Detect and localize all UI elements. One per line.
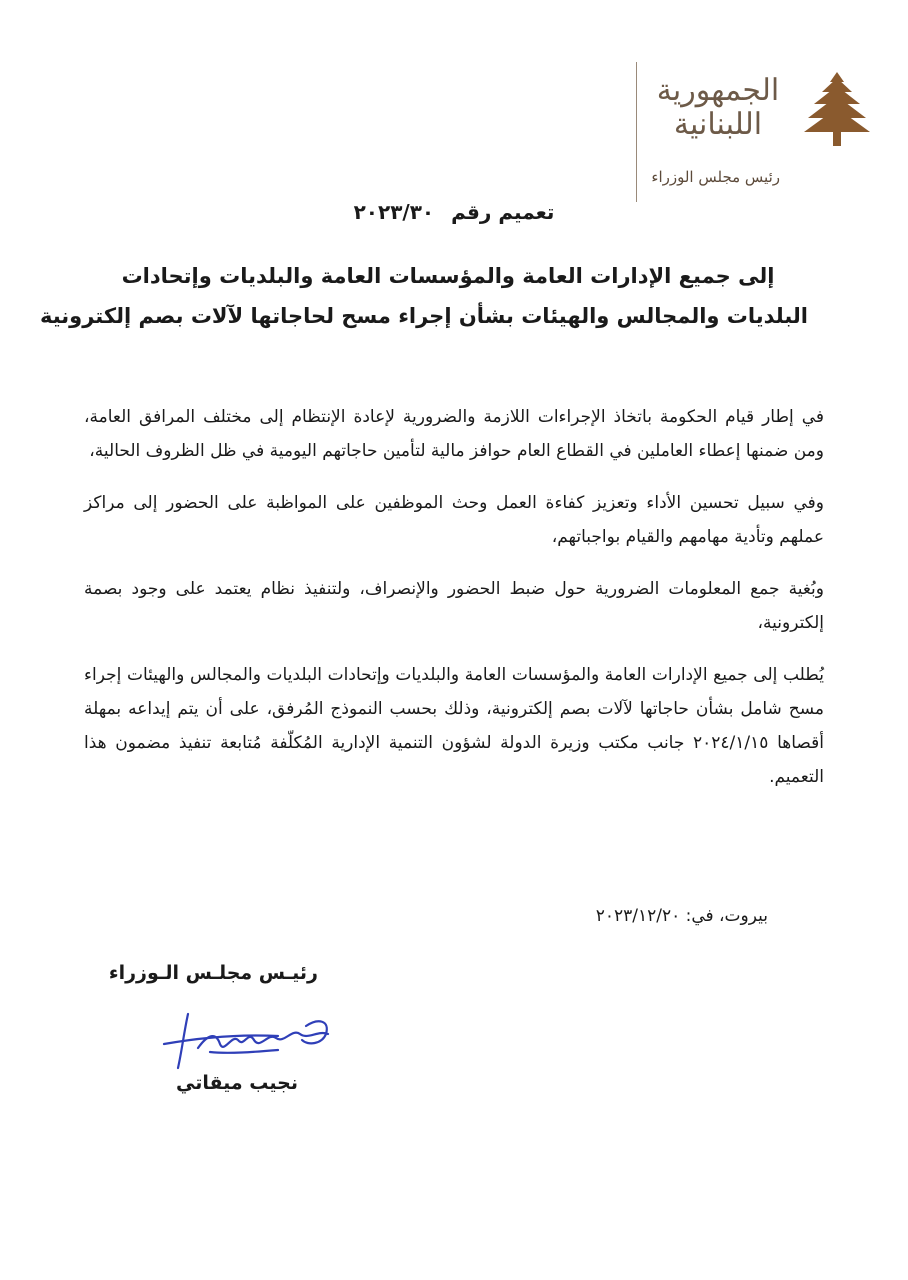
body-paragraph: وبُغية جمع المعلومات الضرورية حول ضبط الحضور والإنصراف، ولتنفيذ نظام يعتمد على وجود بصمة إلكترونية،: [84, 579, 824, 633]
letterhead-divider: [636, 62, 637, 202]
circular-label: تعميم رقم: [451, 200, 555, 224]
circular-number-value: ٢٠٢٣/٣٠: [353, 200, 435, 224]
body-paragraph: وفي سبيل تحسين الأداء وتعزيز كفاءة العمل وحث الموظفين على المواظبة على الحضور إلى مراكز عملهم وتأدية مهامهم والقيام بواجباتهم،: [84, 493, 824, 547]
republic-line-2: اللبنانية: [673, 107, 763, 142]
office-title: رئيس مجلس الوزراء: [651, 168, 780, 186]
cedar-tree-icon: [802, 70, 872, 150]
letter-body: [84, 400, 824, 812]
recipients-heading: [39, 256, 808, 336]
recipients-line-2: البلديات والمجالس والهيئات بشأن إجراء مسح لحاجاتها لآلات بصم إلكترونية: [39, 304, 808, 328]
circular-number: [0, 200, 908, 224]
signatory-name: نجيب ميقاتي: [176, 1072, 298, 1094]
letterhead: [636, 62, 872, 202]
republic-name-calligraphy: [648, 74, 788, 142]
signatory-title: رئيـس مجلـس الـوزراء: [108, 962, 318, 984]
body-paragraph: في إطار قيام الحكومة باتخاذ الإجراءات اللازمة والضرورية لإعادة الإنتظام إلى مختلف المرافق العامة، ومن ضمنها إعطاء العاملين في القطاع العام حوافز مالية لتأمين حاجاتهم اليومية في ظل الظروف الحالية،: [84, 407, 824, 461]
recipients-line-1: إلى جميع الإدارات العامة والمؤسسات العامة والبلديات وإتحادات: [121, 264, 775, 288]
body-paragraph: يُطلب إلى جميع الإدارات العامة والمؤسسات العامة والبلديات وإتحادات البلديات والمجالس والهيئات إجراء مسح شامل بشأن حاجاتها لآلات بصم إلكترونية، وذلك بحسب النموذج المُرفق، على أن يتم إيداعه بمهلة أقصاها ٢٠٢٤/١/١٥ جانب مكتب وزيرة الدولة لشؤون التنمية الإدارية المُكلّفة مُتابعة تنفيذ مضمون هذا التعميم.: [84, 665, 824, 787]
handwritten-signature: [158, 1004, 334, 1074]
republic-line-1: الجمهورية: [656, 73, 780, 108]
place-and-date: بيروت، في: ٢٠٢٣/١٢/٢٠: [595, 906, 768, 926]
